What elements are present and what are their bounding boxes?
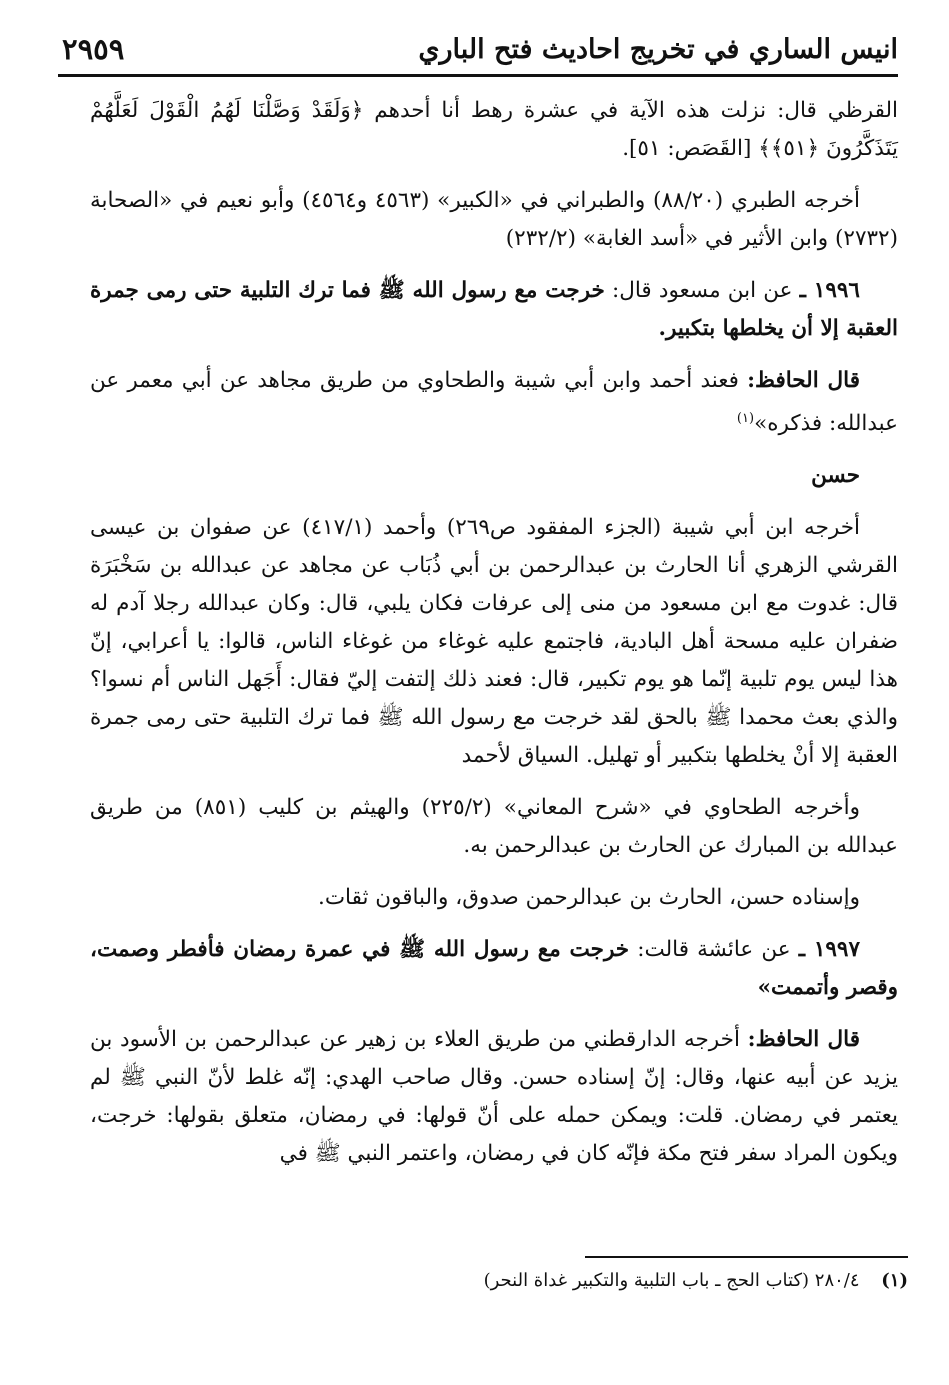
page-number: ٢٩٥٩ xyxy=(62,32,125,66)
page-body xyxy=(90,92,898,1187)
hafiz-comment-2 xyxy=(90,1021,898,1173)
hadith-text: خرجت مع رسول الله ﷺ فما ترك التلبية حتى رمى جمرة العقبة إلا أن يخلطها بتكبير. xyxy=(90,278,898,341)
takhrij-paragraph-3: وأخرجه الطحاوي في «شرح المعاني» (٢٢٥/٢) والهيثم بن كليب (٨٥١) من طريق عبدالله بن المبارك عن الحارث بن عبدالرحمن به. xyxy=(90,795,898,859)
takhrij-paragraph: أخرجه الطبري (٨٨/٢٠) والطبراني في «الكبير» (٤٥٦٣ و٤٥٦٤) وأبو نعيم في «الصحابة (٢٧٣٢) وابن الأثير في «أسد الغابة» (٢٣٢/٢) xyxy=(90,188,898,251)
takhrij-paragraph-2: أخرجه ابن أبي شيبة (الجزء المفقود ص٢٦٩) وأحمد (٤١٧/١) عن صفوان بن عيسى القرشي الزهري أنا الحارث بن عبدالرحمن بن أبي ذُبَاب عن مجاهد عن عبدالله بن سَخْبَرَة قال: غدوت مع ابن مسعود من منى إلى عرفات فكان يلبي، قال: وكان عبدالله رجلا آدم له ضفران عليه مسحة أهل البادية، فاجتمع عليه غوغاء من غوغاء الناس، قالوا: يا أعرابي، إنّ هذا ليس يوم تلبية إنّما هو يوم تكبير، قال: فعند ذلك إلتفت إليّ فقال: أَجَهل الناس أم نسوا؟ والذي بعث محمدا ﷺ بالحق لقد خرجت مع رسول الله ﷺ فما ترك التلبية حتى رمى جمرة العقبة إلا أنْ يخلطها بتكبير أو تهليل. السياق لأحمد xyxy=(90,515,898,769)
hafiz-text: أخرجه الدارقطني من طريق العلاء بن زهير عن عبدالرحمن بن الأسود بن يزيد عن أبيه عنها، وقال: إنّ إسناده حسن. وقال صاحب الهدي: إنّه غلط لأنّ النبي ﷺ لم يعتمر في رمضان. قلت: ويمكن حمله على أنّ قولها: في رمضان، متعلق بقولها: خرجت، ويكون المراد سفر فتح مكة فإنّه كان في رمضان، واعتمر النبي ﷺ في xyxy=(90,1027,898,1167)
footnote-text: ٢٨٠/٤ (كتاب الحج ـ باب التلبية والتكبير غداة النحر) xyxy=(483,1270,860,1291)
continuation-paragraph: القرظي قال: نزلت هذه الآية في عشرة رهط أنا أحدهم ﴿وَلَقَدْ وَصَّلْنَا لَهُمُ الْقَوْلَ لَعَلَّهُمْ يَتَذَكَّرُونَ ﴿٥١﴾﴾ [القَصَص: ٥١]. xyxy=(90,98,898,161)
footnote xyxy=(300,1266,908,1296)
footnote-ref: (١) xyxy=(736,411,755,426)
hadith-1997 xyxy=(90,931,898,1007)
book-title: انيس الساري في تخريج احاديث فتح الباري xyxy=(418,34,898,65)
hafiz-label: قال الحافظ: xyxy=(747,1027,861,1053)
footnote-number: (١) xyxy=(881,1270,908,1291)
footnote-divider xyxy=(585,1256,908,1258)
grade-heading: حسن xyxy=(811,463,860,489)
isnad-grade: وإسناده حسن، الحارث بن عبدالرحمن صدوق، والباقون ثقات. xyxy=(317,885,860,911)
running-header xyxy=(58,28,898,77)
hadith-number: ١٩٩٧ ـ xyxy=(798,937,861,963)
hadith-text: خرجت مع رسول الله ﷺ في عمرة رمضان فأفطر وصمت، وقصر وأتممت» xyxy=(90,937,898,1001)
hafiz-text: فعند أحمد وابن أبي شيبة والطحاوي من طريق مجاهد عن أبي معمر عن عبدالله: فذكره» xyxy=(90,368,898,437)
hadith-lead: عن عائشة قالت: xyxy=(637,937,791,963)
hafiz-label: قال الحافظ: xyxy=(747,368,860,393)
hadith-1996 xyxy=(90,272,898,348)
hafiz-comment-1 xyxy=(90,362,898,443)
hadith-lead: عن ابن مسعود قال: xyxy=(612,278,793,303)
hadith-number: ١٩٩٦ ـ xyxy=(799,278,860,303)
